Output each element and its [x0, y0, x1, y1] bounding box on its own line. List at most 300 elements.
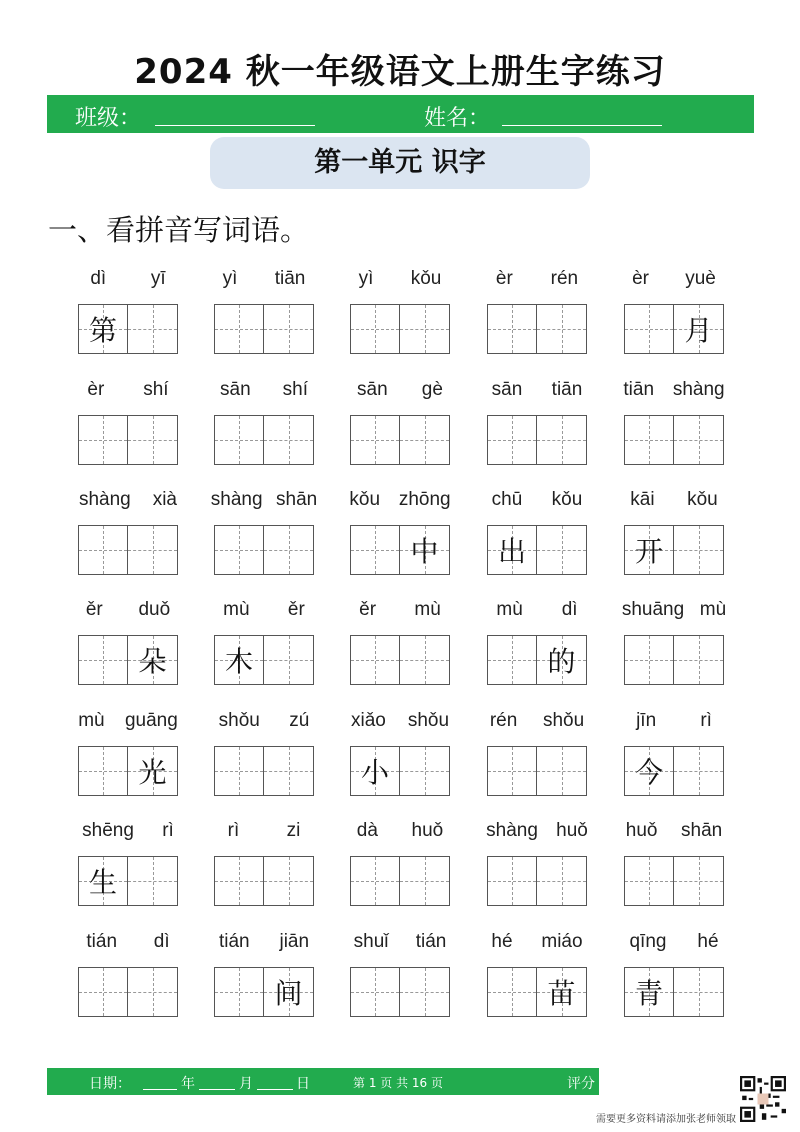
tianzige-box[interactable]	[624, 746, 674, 796]
hint-character	[128, 526, 177, 574]
pinyin-syllable: huǒ	[556, 820, 588, 841]
tianzige-box[interactable]	[78, 967, 128, 1017]
tianzige-box[interactable]	[128, 746, 178, 796]
pinyin-label	[68, 929, 188, 955]
tianzige-box[interactable]	[264, 856, 314, 906]
pinyin-syllable: zú	[289, 710, 310, 731]
hint-character	[488, 636, 536, 684]
tianzige-pair	[350, 525, 450, 575]
pinyin-label	[204, 487, 324, 513]
hint-character	[351, 526, 399, 574]
hint-character	[79, 636, 127, 684]
tianzige-box[interactable]	[400, 746, 450, 796]
tianzige-pair	[487, 856, 587, 906]
hint-character	[79, 416, 127, 464]
score-label: 评分	[567, 1076, 595, 1092]
pinyin-syllable: èr	[495, 268, 513, 289]
tianzige-box[interactable]	[78, 746, 128, 796]
hint-character	[400, 968, 449, 1016]
pinyin-syllable: yì	[358, 268, 374, 289]
hint-character	[264, 747, 313, 795]
pinyin-syllable: shǒu	[542, 710, 585, 731]
hint-character	[79, 968, 127, 1016]
tianzige-box[interactable]	[674, 635, 724, 685]
tianzige-box[interactable]	[400, 525, 450, 575]
pinyin-label	[614, 377, 734, 403]
hint-character	[128, 305, 177, 353]
tianzige-box[interactable]	[78, 635, 128, 685]
section-title: 一、看拼音写词语。	[48, 213, 310, 247]
pinyin-syllable: èr	[87, 379, 105, 400]
tianzige-pair	[487, 746, 587, 796]
tianzige-box[interactable]	[624, 415, 674, 465]
year-label: 年	[181, 1076, 195, 1092]
pinyin-label	[204, 597, 324, 623]
hint-character	[674, 636, 723, 684]
tianzige-pair	[214, 635, 314, 685]
tianzige-box[interactable]	[78, 304, 128, 354]
pinyin-label	[614, 487, 734, 513]
hint-character	[215, 305, 263, 353]
pinyin-syllable: shǒu	[407, 710, 450, 731]
tianzige-box[interactable]	[487, 304, 537, 354]
pinyin-label	[614, 708, 734, 734]
pinyin-syllable: zhōng	[398, 489, 451, 510]
hint-character	[215, 857, 263, 905]
tianzige-box[interactable]	[264, 304, 314, 354]
pinyin-syllable: rì	[227, 820, 240, 841]
hint-character	[264, 857, 313, 905]
pinyin-label	[340, 377, 460, 403]
hint-character	[351, 636, 399, 684]
tianzige-pair	[78, 856, 178, 906]
pinyin-syllable: shuǐ	[353, 931, 389, 952]
header-bar	[47, 95, 754, 133]
hint-character	[537, 416, 586, 464]
hint-character: 青	[634, 977, 663, 1010]
tianzige-pair	[350, 746, 450, 796]
hint-character	[537, 747, 586, 795]
tianzige-box[interactable]	[487, 635, 537, 685]
tianzige-box[interactable]	[487, 525, 537, 575]
tianzige-box[interactable]	[674, 415, 724, 465]
pinyin-syllable: sān	[220, 379, 251, 400]
pinyin-syllable: shàng	[210, 489, 263, 510]
pinyin-syllable: kǒu	[687, 489, 718, 510]
pinyin-label	[340, 929, 460, 955]
pinyin-syllable: dì	[90, 268, 107, 289]
pinyin-syllable: shān	[681, 820, 723, 841]
tianzige-pair	[350, 415, 450, 465]
pinyin-syllable: yì	[222, 268, 238, 289]
hint-character: 开	[634, 535, 663, 568]
hint-character	[79, 526, 127, 574]
worksheet-title: 2024 秋一年级语文上册生字练习	[134, 52, 666, 92]
tianzige-box[interactable]	[350, 635, 400, 685]
tianzige-box[interactable]	[537, 967, 587, 1017]
hint-character	[264, 305, 313, 353]
tianzige-box[interactable]	[674, 525, 724, 575]
hint-character	[215, 416, 263, 464]
pinyin-syllable: èr	[632, 268, 650, 289]
tianzige-box[interactable]	[537, 525, 587, 575]
pinyin-syllable: mù	[496, 599, 523, 620]
tianzige-box[interactable]	[674, 967, 724, 1017]
pinyin-label	[204, 266, 324, 292]
pinyin-syllable: huǒ	[411, 820, 444, 841]
tianzige-pair	[624, 525, 724, 575]
hint-character	[400, 416, 449, 464]
pinyin-syllable: kǒu	[551, 489, 583, 510]
pinyin-label	[340, 487, 460, 513]
tianzige-box[interactable]	[128, 967, 178, 1017]
pinyin-syllable: mù	[414, 599, 441, 620]
pinyin-label	[340, 266, 460, 292]
tianzige-box[interactable]	[128, 856, 178, 906]
pinyin-syllable: guāng	[124, 710, 178, 731]
tianzige-box[interactable]	[400, 635, 450, 685]
tianzige-box[interactable]	[214, 856, 264, 906]
hint-character	[488, 305, 536, 353]
pinyin-label	[204, 929, 324, 955]
pinyin-syllable: shuāng	[621, 599, 685, 620]
hint-character	[351, 968, 399, 1016]
tianzige-box[interactable]	[214, 525, 264, 575]
tianzige-box[interactable]	[128, 304, 178, 354]
tianzige-box[interactable]	[400, 415, 450, 465]
tianzige-box[interactable]	[350, 304, 400, 354]
day-label: 日	[296, 1076, 310, 1092]
pinyin-label	[477, 266, 597, 292]
hint-character	[128, 968, 177, 1016]
pinyin-syllable: sān	[357, 379, 388, 400]
pinyin-label	[204, 377, 324, 403]
pinyin-label	[477, 377, 597, 403]
day-blank[interactable]	[257, 1089, 293, 1090]
tianzige-box[interactable]	[350, 967, 400, 1017]
tianzige-pair	[214, 304, 314, 354]
tianzige-box[interactable]	[350, 525, 400, 575]
hint-character	[264, 526, 313, 574]
hint-character	[537, 857, 586, 905]
hint-character	[625, 416, 673, 464]
pinyin-syllable: tiān	[274, 268, 306, 289]
pinyin-syllable: shí	[143, 379, 169, 400]
pinyin-syllable: xiǎo	[350, 710, 386, 731]
pinyin-label	[477, 708, 597, 734]
hint-character: 苗	[547, 977, 576, 1010]
tianzige-box[interactable]	[537, 635, 587, 685]
hint-character	[400, 305, 449, 353]
pinyin-syllable: ěr	[287, 599, 305, 620]
tianzige-box[interactable]	[214, 635, 264, 685]
tianzige-box[interactable]	[624, 525, 674, 575]
tianzige-box[interactable]	[624, 967, 674, 1017]
hint-character: 间	[274, 977, 303, 1010]
pinyin-syllable: jīn	[636, 710, 657, 731]
pinyin-syllable: shàng	[672, 379, 725, 400]
pinyin-syllable: rì	[162, 820, 174, 841]
pinyin-label	[340, 597, 460, 623]
tianzige-pair	[624, 304, 724, 354]
tianzige-pair	[78, 967, 178, 1017]
hint-character	[400, 636, 449, 684]
pinyin-label	[477, 929, 597, 955]
tianzige-box[interactable]	[487, 856, 537, 906]
pinyin-label	[477, 597, 597, 623]
pinyin-label	[204, 818, 324, 844]
pinyin-syllable: sān	[491, 379, 523, 400]
hint-character: 木	[224, 645, 253, 678]
pinyin-label	[68, 487, 188, 513]
tianzige-pair	[487, 525, 587, 575]
footer-cover	[599, 1068, 754, 1095]
tianzige-box[interactable]	[537, 856, 587, 906]
pinyin-syllable: shàng	[78, 489, 131, 510]
hint-character: 的	[547, 645, 576, 678]
hint-character: 中	[410, 535, 439, 568]
tianzige-box[interactable]	[214, 304, 264, 354]
pinyin-syllable: dà	[356, 820, 378, 841]
pinyin-syllable: tián	[86, 931, 118, 952]
tianzige-pair	[487, 635, 587, 685]
tianzige-pair	[78, 415, 178, 465]
tianzige-pair	[487, 304, 587, 354]
hint-character: 光	[138, 756, 167, 789]
hint-character	[674, 526, 723, 574]
tianzige-box[interactable]	[350, 415, 400, 465]
tianzige-box[interactable]	[487, 746, 537, 796]
tianzige-box[interactable]	[674, 856, 724, 906]
hint-character	[351, 857, 399, 905]
tianzige-pair	[350, 304, 450, 354]
tianzige-box[interactable]	[487, 967, 537, 1017]
tianzige-box[interactable]	[537, 304, 587, 354]
tianzige-box[interactable]	[78, 525, 128, 575]
pinyin-syllable: rén	[489, 710, 518, 731]
hint-character	[264, 416, 313, 464]
class-label: 班级：	[75, 106, 142, 131]
hint-character	[215, 526, 263, 574]
pinyin-label	[68, 266, 188, 292]
hint-character	[215, 968, 263, 1016]
hint-character: 小	[360, 756, 389, 789]
hint-character: 月	[684, 314, 713, 347]
tianzige-box[interactable]	[350, 746, 400, 796]
hint-character	[128, 857, 177, 905]
tianzige-pair	[78, 525, 178, 575]
pinyin-label	[68, 597, 188, 623]
hint-character	[537, 305, 586, 353]
tianzige-box[interactable]	[537, 415, 587, 465]
year-blank[interactable]	[143, 1089, 177, 1090]
hint-character	[488, 747, 536, 795]
pinyin-label	[204, 708, 324, 734]
tianzige-box[interactable]	[264, 635, 314, 685]
pinyin-syllable: hé	[697, 931, 719, 952]
pinyin-syllable: hé	[491, 931, 513, 952]
tianzige-pair	[214, 746, 314, 796]
name-blank[interactable]	[502, 125, 662, 126]
pinyin-label	[68, 708, 188, 734]
unit-title: 第一单元 识字	[210, 137, 590, 189]
pinyin-label	[340, 708, 460, 734]
tianzige-pair	[350, 856, 450, 906]
tianzige-box[interactable]	[400, 304, 450, 354]
tianzige-box[interactable]	[128, 525, 178, 575]
month-label: 月	[239, 1076, 253, 1092]
pinyin-syllable: shàng	[486, 820, 538, 841]
hint-character	[674, 857, 723, 905]
pinyin-syllable: shēng	[82, 820, 134, 841]
pinyin-syllable: duǒ	[138, 599, 171, 620]
tianzige-box[interactable]	[214, 746, 264, 796]
hint-character	[351, 416, 399, 464]
hint-character	[264, 636, 313, 684]
tianzige-pair	[78, 304, 178, 354]
tianzige-pair	[624, 415, 724, 465]
tianzige-pair	[214, 525, 314, 575]
tianzige-pair	[78, 746, 178, 796]
tianzige-pair	[214, 967, 314, 1017]
pinyin-label	[477, 487, 597, 513]
tianzige-box[interactable]	[264, 525, 314, 575]
pinyin-syllable: gè	[421, 379, 443, 400]
pinyin-syllable: mù	[699, 599, 727, 620]
tianzige-box[interactable]	[264, 415, 314, 465]
pinyin-syllable: kǒu	[349, 489, 381, 510]
qr-caption: 需要更多资料请添加张老师领取	[596, 1114, 736, 1125]
pinyin-syllable: tián	[415, 931, 447, 952]
pinyin-syllable: chū	[491, 489, 523, 510]
pinyin-syllable: miáo	[541, 931, 583, 952]
hint-character	[488, 968, 536, 1016]
pinyin-syllable: shí	[282, 379, 308, 400]
pinyin-label	[614, 266, 734, 292]
tianzige-pair	[78, 635, 178, 685]
pinyin-syllable: ěr	[359, 599, 377, 620]
class-blank[interactable]	[155, 125, 315, 126]
hint-character	[351, 305, 399, 353]
tianzige-box[interactable]	[128, 415, 178, 465]
pinyin-syllable: tián	[218, 931, 250, 952]
tianzige-box[interactable]	[624, 635, 674, 685]
hint-character	[215, 747, 263, 795]
hint-character	[625, 636, 673, 684]
page-info: 第 1 页 共 16 页	[353, 1076, 443, 1090]
tianzige-box[interactable]	[128, 635, 178, 685]
hint-character: 出	[497, 535, 526, 568]
tianzige-pair	[487, 415, 587, 465]
qr-code	[740, 1076, 786, 1122]
hint-character	[625, 305, 673, 353]
hint-character	[674, 747, 723, 795]
tianzige-box[interactable]	[400, 967, 450, 1017]
pinyin-syllable: kāi	[630, 489, 655, 510]
pinyin-label	[68, 377, 188, 403]
tianzige-box[interactable]	[78, 415, 128, 465]
tianzige-pair	[214, 856, 314, 906]
hint-character	[400, 747, 449, 795]
tianzige-box[interactable]	[264, 746, 314, 796]
pinyin-label	[614, 597, 734, 623]
pinyin-syllable: yī	[150, 268, 166, 289]
pinyin-syllable: tiān	[623, 379, 655, 400]
tianzige-pair	[487, 967, 587, 1017]
date-label: 日期：	[89, 1076, 131, 1092]
hint-character	[488, 416, 536, 464]
pinyin-syllable: zi	[286, 820, 301, 841]
tianzige-pair	[350, 967, 450, 1017]
pinyin-syllable: rì	[700, 710, 712, 731]
hint-character	[625, 857, 673, 905]
month-blank[interactable]	[199, 1089, 235, 1090]
hint-character	[674, 416, 723, 464]
footer-bar	[47, 1068, 754, 1095]
pinyin-label	[340, 818, 460, 844]
hint-character: 今	[634, 756, 663, 789]
pinyin-label	[614, 929, 734, 955]
tianzige-box[interactable]	[214, 415, 264, 465]
tianzige-box[interactable]	[674, 304, 724, 354]
tianzige-box[interactable]	[78, 856, 128, 906]
hint-character	[128, 416, 177, 464]
pinyin-syllable: qīng	[629, 931, 667, 952]
pinyin-syllable: rén	[550, 268, 579, 289]
tianzige-box[interactable]	[674, 746, 724, 796]
tianzige-box[interactable]	[264, 967, 314, 1017]
hint-character	[79, 747, 127, 795]
hint-character: 生	[88, 866, 117, 899]
pinyin-syllable: yuè	[685, 268, 716, 289]
pinyin-syllable: kǒu	[410, 268, 442, 289]
hint-character: 第	[88, 314, 117, 347]
pinyin-syllable: mù	[223, 599, 250, 620]
tianzige-pair	[624, 856, 724, 906]
tianzige-box[interactable]	[214, 967, 264, 1017]
hint-character	[488, 857, 536, 905]
pinyin-syllable: dì	[153, 931, 170, 952]
tianzige-box[interactable]	[624, 304, 674, 354]
pinyin-label	[68, 818, 188, 844]
pinyin-syllable: shǒu	[218, 710, 260, 731]
hint-character	[537, 526, 586, 574]
pinyin-syllable: ěr	[85, 599, 103, 620]
name-label: 姓名：	[424, 106, 491, 131]
hint-character	[674, 968, 723, 1016]
tianzige-pair	[350, 635, 450, 685]
tianzige-box[interactable]	[350, 856, 400, 906]
pinyin-label	[614, 818, 734, 844]
tianzige-pair	[214, 415, 314, 465]
tianzige-pair	[624, 746, 724, 796]
tianzige-box[interactable]	[400, 856, 450, 906]
tianzige-pair	[624, 967, 724, 1017]
pinyin-syllable: mù	[78, 710, 105, 731]
pinyin-syllable: jiān	[279, 931, 310, 952]
hint-character	[400, 857, 449, 905]
pinyin-label	[477, 818, 597, 844]
tianzige-box[interactable]	[624, 856, 674, 906]
hint-character: 朵	[138, 645, 167, 678]
pinyin-syllable: dì	[561, 599, 578, 620]
qr-code-icon	[740, 1076, 786, 1122]
tianzige-pair	[624, 635, 724, 685]
tianzige-box[interactable]	[487, 415, 537, 465]
tianzige-box[interactable]	[537, 746, 587, 796]
pinyin-syllable: tiān	[551, 379, 583, 400]
pinyin-syllable: shān	[276, 489, 318, 510]
